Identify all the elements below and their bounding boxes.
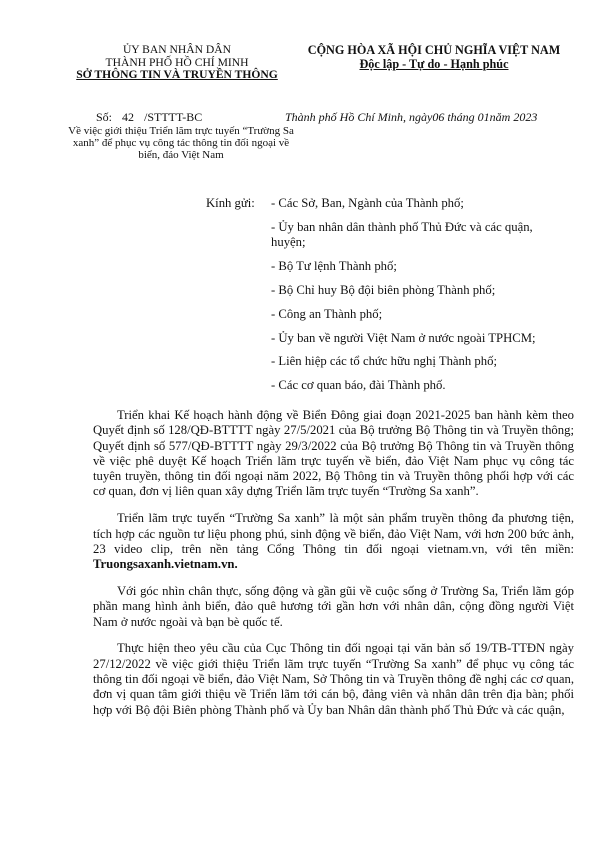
national-name: CỘNG HÒA XÃ HỘI CHỦ NGHĨA VIỆT NAM: [307, 43, 561, 57]
document-subject: Về việc giới thiệu Triển lãm trực tuyến “Trường Sa xanh” để phục vụ công tác thông tin đối ngoại về biển, đảo Việt Nam: [68, 125, 294, 162]
body-paragraph-3: Với góc nhìn chân thực, sống động và gần gũi về cuộc sống ở Trường Sa, Triển lãm góp phần mang hình ảnh biển, đảo quê hương tới gần hơn với nhân dân, cộng đồng người Việt Nam ở nước ngoài và bạn bè quốc tế.: [93, 583, 574, 629]
recipient-item: - Ủy ban nhân dân thành phố Thủ Đức và các quận, huyện;: [271, 219, 533, 250]
agency-line-3: SỞ THÔNG TIN VÀ TRUYỀN THÔNG: [76, 68, 278, 82]
body-paragraph-2: [93, 511, 574, 572]
doc-number-value: 42: [122, 110, 135, 124]
document-number: [96, 110, 202, 125]
place-and-date: Thành phố Hồ Chí Minh, ngày06 tháng 01năm 2023: [285, 110, 538, 124]
issuing-agency-block: [66, 44, 288, 82]
agency-line-2: THÀNH PHỐ HỒ CHÍ MINH: [105, 55, 249, 69]
recipients-list: [271, 196, 561, 402]
recipient-item: - Công an Thành phố;: [271, 306, 383, 321]
recipient-item: - Bộ Tư lệnh Thành phố;: [271, 259, 397, 274]
recipient-item: - Liên hiệp các tổ chức hữu nghị Thành phố;: [271, 354, 497, 369]
doc-number-suffix: /STTTT-BC: [144, 110, 203, 124]
doc-number-prefix: Số:: [96, 110, 113, 124]
paragraph-2-text: Triển lãm trực tuyến “Trường Sa xanh” là một sản phẩm truyền thông đa phương tiện, tích hợp các nguồn tư liệu phong phú, sinh động về biển, đảo Việt Nam, với hơn 200 bức ảnh, 23 video clip, trên nền tảng Cổng Thông tin đối ngoại vietnam.vn, với tên miền:: [93, 511, 574, 556]
document-body: [93, 408, 574, 718]
national-motto: Độc lập - Tự do - Hạnh phúc: [359, 56, 509, 71]
recipient-item: - Bộ Chỉ huy Bộ đội biên phòng Thành phố;: [271, 282, 496, 297]
recipient-item: - Ủy ban về người Việt Nam ở nước ngoài TPHCM;: [271, 330, 536, 345]
recipient-item: - Các Sở, Ban, Ngành của Thành phố;: [271, 196, 464, 210]
body-paragraph-1: Triển khai Kế hoạch hành động về Biển Đông giai đoạn 2021-2025 ban hành kèm theo Quyết định số 128/QĐ-BTTTT ngày 27/5/2021 của Bộ trưởng Bộ Thông tin và Truyền thông; Quyết định số 577/QĐ-BTTTT ngày 29/3/2022 của Bộ trưởng Bộ Thông tin và Truyền thông về việc phê duyệt Kế hoạch Triển lãm trực tuyến về biển, đảo Việt Nam phục vụ công tác tuyên truyền, thông tin đối ngoại năm 2022, Bộ Thông tin và Truyền thông phối hợp với các cơ quan, đơn vị liên quan xây dựng Triển lãm trực tuyến “Trường Sa xanh”.: [93, 408, 574, 499]
national-motto-block: [298, 44, 570, 71]
body-paragraph-4: Thực hiện theo yêu cầu của Cục Thông tin đối ngoại tại văn bản số 19/TB-TTĐN ngày 27/12/2022 về việc giới thiệu Triển lãm trực tuyến “Trường Sa xanh” để phục vụ công tác thông tin đối ngoại về biển, đảo Việt Nam, Sở Thông tin và Truyền thông đề nghị các cơ quan, đơn vị quan tâm giới thiệu về Triển lãm tới cán bộ, đảng viên và nhân dân trên địa bàn; phối hợp với Bộ đội Biên phòng Thành phố và Ủy ban Nhân dân thành phố Thủ Đức và các quận,: [93, 641, 574, 717]
exhibition-domain: Truongsaxanh.vietnam.vn.: [93, 557, 238, 572]
agency-line-1: ỦY BAN NHÂN DÂN: [122, 43, 232, 56]
recipient-item: - Các cơ quan báo, đài Thành phố.: [271, 378, 446, 393]
recipients-label: Kính gửi:: [206, 196, 255, 210]
